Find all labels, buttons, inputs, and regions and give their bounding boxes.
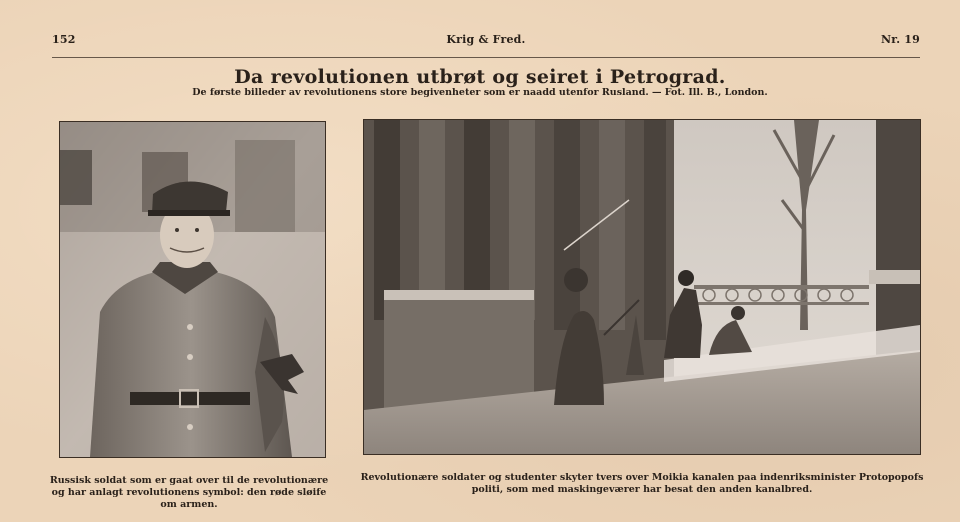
article-headline: Da revolutionen utbrøt og seiret i Petrograd. [234, 66, 726, 88]
issue-number: Nr. 19 [880, 33, 920, 46]
publication-title: Krig & Fred. [446, 33, 526, 46]
header-rule [52, 57, 920, 58]
street-scene-photo [363, 119, 921, 455]
page-number: 152 [52, 33, 76, 46]
street-scene-image [364, 120, 920, 454]
street-scene-caption: Revolutionære soldater og studenter skyter tvers over Moikia kanalen paa indenriksminister Protopopofs politi, som med maskingeværer har besat den anden kanalbred. [360, 472, 924, 495]
article-subheadline: De første billeder av revolutionens store begivenheter som er naadd utenfor Rusland. — Fot. Ill. B., London. [192, 87, 768, 98]
running-head [52, 33, 920, 51]
soldier-photo-caption: Russisk soldat som er gaat over til de revolutionære og har anlagt revolutionens symbol: den røde sløife om armen. [49, 475, 329, 510]
soldier-photo [59, 121, 326, 458]
soldier-photo-image [60, 122, 325, 457]
